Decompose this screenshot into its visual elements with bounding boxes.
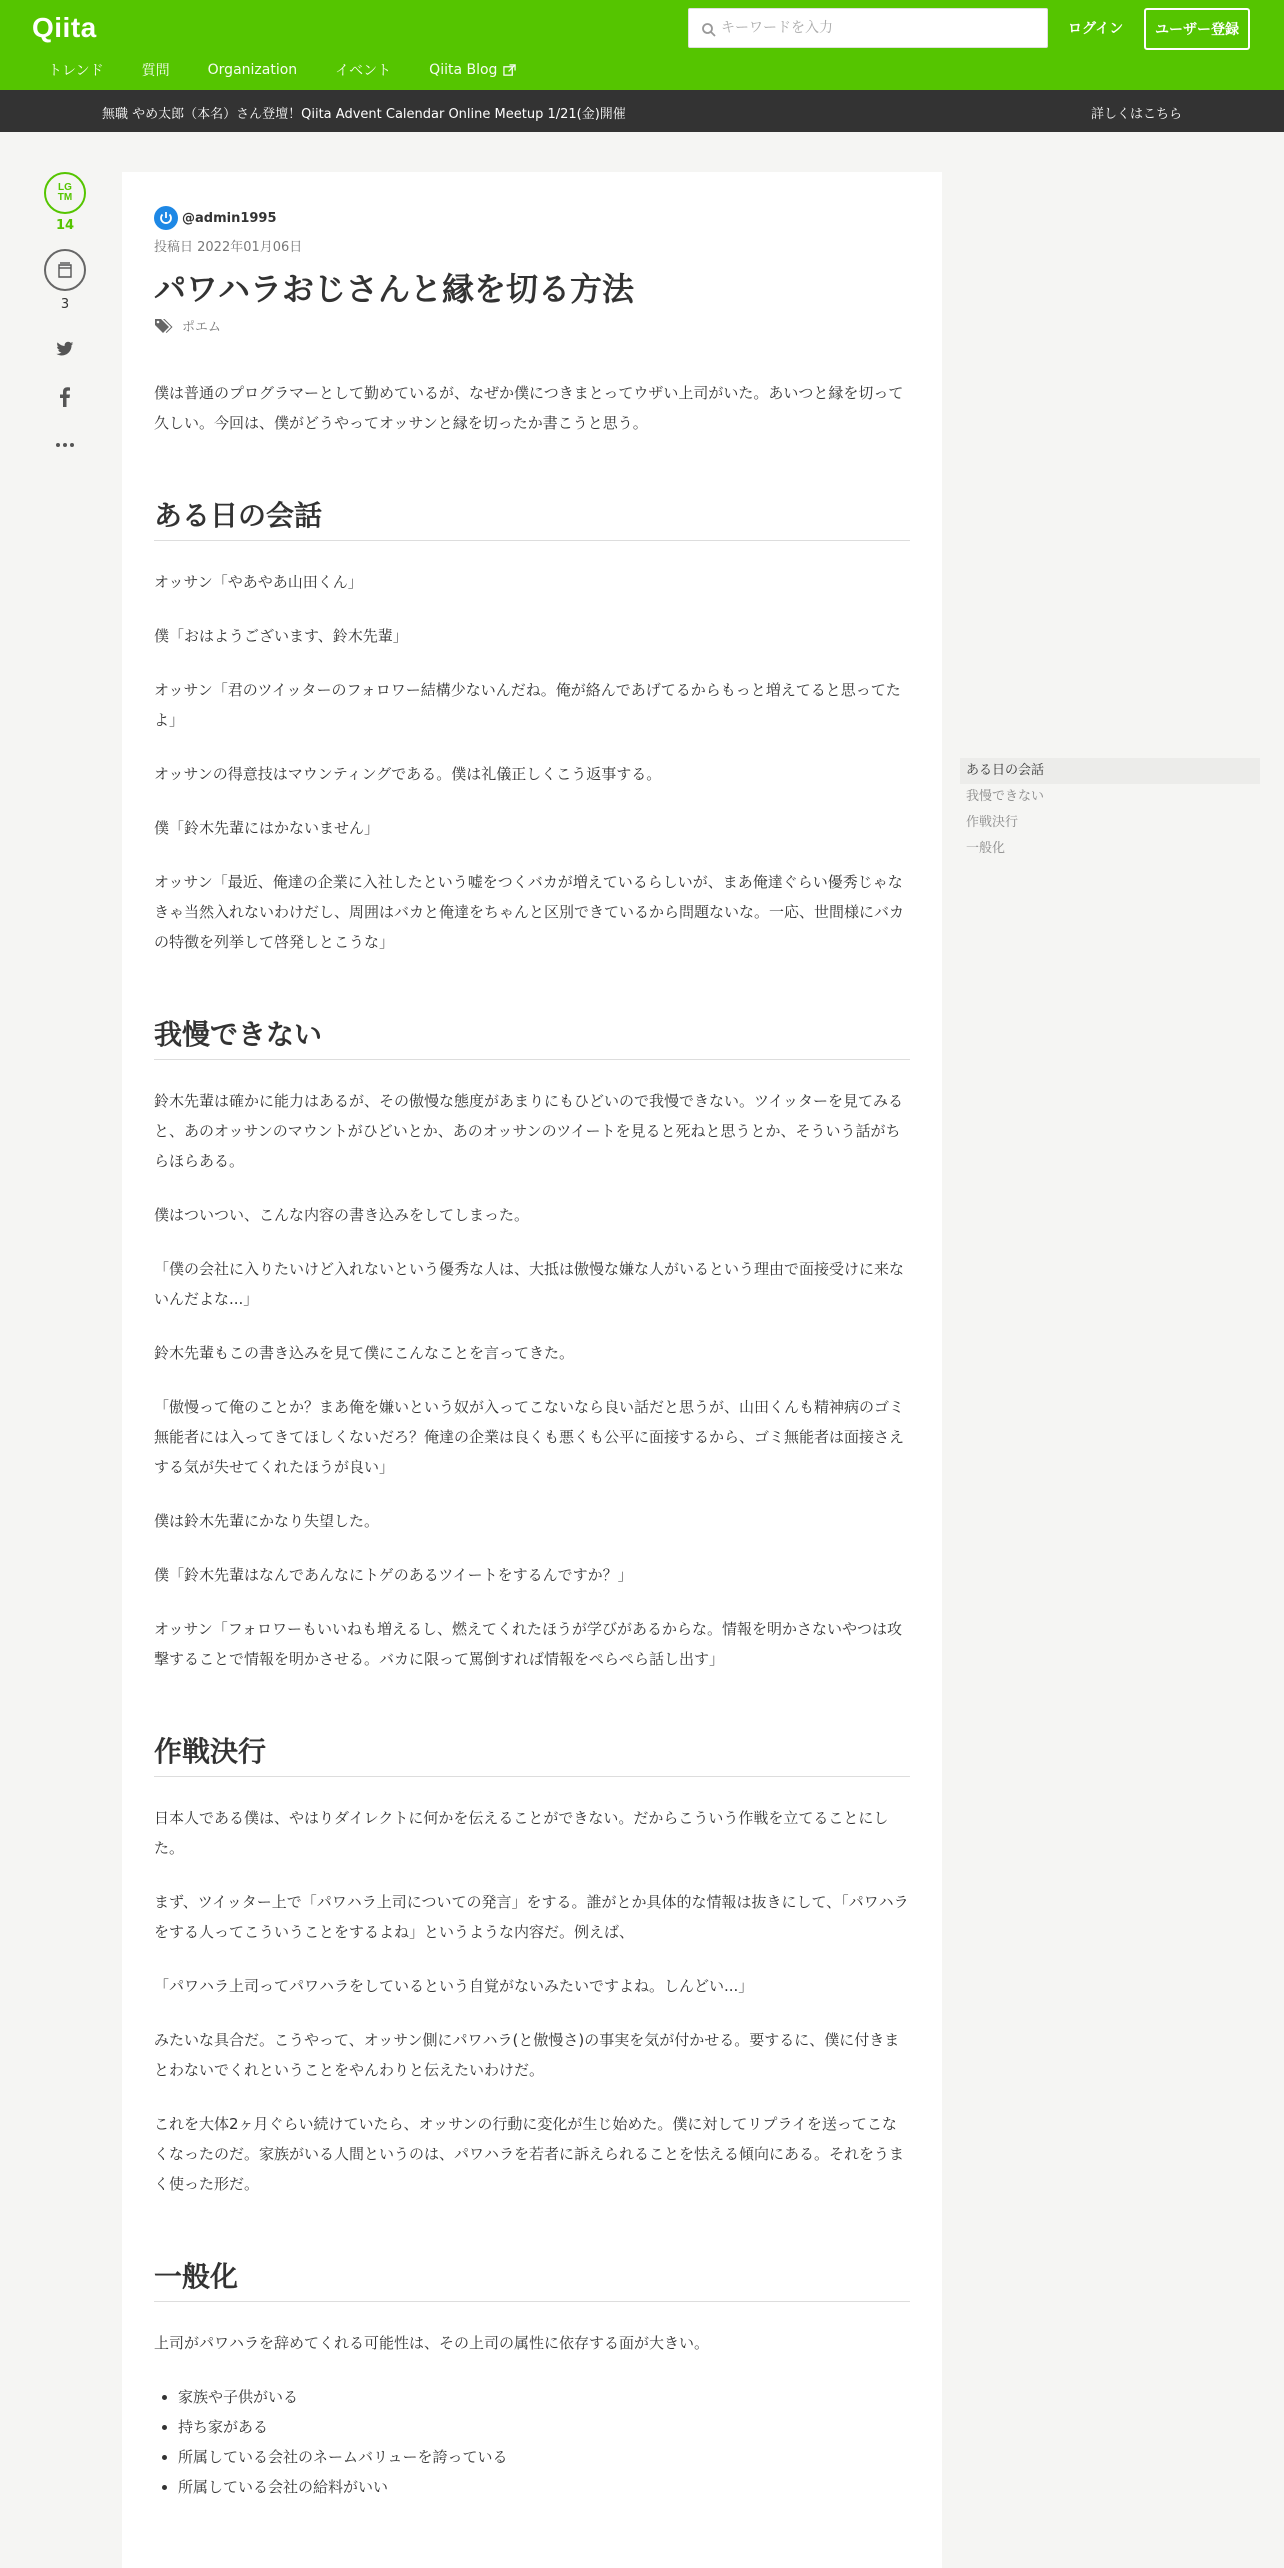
section-heading: 作戦決行 — [154, 1730, 910, 1777]
paragraph: 「パワハラ上司ってパワハラをしているという自覚がないみたいですよね。しんどい...」 — [154, 1977, 754, 1995]
facebook-share-button[interactable] — [44, 386, 86, 408]
twitter-icon — [56, 341, 74, 357]
lgtm-count: 14 — [55, 218, 75, 233]
paragraph: 僕「鈴木先輩はなんであんなにトゲのあるツイートをするんですか？」 — [154, 1566, 633, 1584]
attribute-list — [178, 2382, 910, 2502]
paragraph: 僕「鈴木先輩にはかないません」 — [154, 819, 380, 837]
paragraph: オッサン「最近、俺達の企業に入社したという嘘をつくバカが増えているらしいが、まあ俺達ぐらい優秀じゃなきゃ当然入れないわけだし、周囲はバカと俺達をちゃんと区別できているから問題ないな。一応、世間様にバカの特徴を列挙して啓発しとこうな」 — [154, 873, 905, 951]
author[interactable] — [154, 206, 277, 230]
stock-button[interactable] — [44, 249, 86, 291]
paragraph: 僕は鈴木先輩にかなり失望した。 — [154, 1512, 380, 1530]
paragraph: 日本人である僕は、やはりダイレクトに何かを伝えることができない。だからこういう作戦を立てることにした。 — [154, 1809, 889, 1857]
external-link-icon — [503, 64, 516, 77]
paragraph: オッサンの得意技はマウンティングである。僕は礼儀正しくこう返事する。 — [154, 765, 662, 783]
paragraph: 鈴木先輩は確かに能力はあるが、その傲慢な態度があまりにもひどいので我慢できない。ツイッターを見てみると、あのオッサンのマウントがひどいとか、あのオッサンのツイートを見ると死ねと思うとか、そういう話がちらほらある。 — [154, 1092, 903, 1170]
posted-date: 投稿日 2022年01月06日 — [154, 240, 303, 255]
tag-list — [154, 316, 221, 335]
nav-organization[interactable]: Organization — [207, 62, 298, 78]
more-options-button[interactable] — [44, 434, 86, 456]
login-link[interactable]: ログイン — [1068, 21, 1124, 37]
twitter-share-button[interactable] — [44, 338, 86, 360]
paragraph: 「僕の会社に入りたいけど入れないという優秀な人は、大抵は傲慢な嫌な人がいるという理由で面接受けに来ないんだよな...」 — [154, 1260, 905, 1308]
lgtm-label-top: LG — [58, 182, 72, 193]
paragraph: オッサン「やあやあ山田くん」 — [154, 573, 363, 591]
article-body — [154, 378, 910, 2526]
section-heading: 我慢できない — [154, 1013, 910, 1060]
paragraph: 僕はついつい、こんな内容の書き込みをしてしまった。 — [154, 1206, 530, 1224]
paragraph: 「傲慢って俺のことか？まあ俺を嫌いという奴が入ってこないなら良い話だと思うが、山田くんも精神病のゴミ無能者には入ってきてほしくないだろ？俺達の企業は良くも悪くも公平に面接するから、ゴミ無能者は面接さえする気が失せてくれたほうが良い」 — [154, 1398, 905, 1476]
qiita-logo[interactable]: Qiita — [32, 12, 97, 43]
paragraph: まず、ツイッター上で「パワハラ上司についての発言」をする。誰がとか具体的な情報は抜きにして、「パワハラをする人ってこういうことをするよね」というような内容だ。例えば、 — [154, 1893, 909, 1941]
toc-item[interactable]: 我慢できない — [966, 789, 1045, 804]
power-icon — [158, 210, 174, 226]
paragraph: みたいな具合だ。こうやって、オッサン側にパワハラ(と傲慢さ)の事実を気が付かせる。要するに、僕に付きまとわないでくれということをやんわりと伝えたいわけだ。 — [154, 2031, 900, 2079]
nav-events[interactable]: イベント — [335, 63, 392, 79]
announcement-link[interactable]: 詳しくはこちら — [1091, 107, 1183, 122]
toc-item[interactable]: 作戦決行 — [966, 815, 1019, 830]
signup-button[interactable]: ユーザー登録 — [1144, 8, 1250, 50]
facebook-icon — [60, 387, 70, 407]
announcement-text[interactable]: 無職 やめ太郎（本名）さん登壇！Qiita Advent Calendar Online Meetup 1/21(金)開催 — [102, 107, 626, 122]
author-username[interactable]: @admin1995 — [182, 210, 277, 226]
site-header — [0, 0, 1284, 90]
intro-paragraph: 僕は普通のプログラマーとして勤めているが、なぜか僕につきまとってウザい上司がいた。あいつと縁を切って久しい。今回は、僕がどうやってオッサンと縁を切ったか書こうと思う。 — [154, 384, 904, 432]
paragraph: 僕「おはようございます、鈴木先輩」 — [154, 627, 408, 645]
search-input[interactable] — [721, 9, 1041, 47]
search-box[interactable] — [688, 8, 1048, 48]
table-of-contents — [960, 758, 1260, 862]
paragraph: オッサン「君のツイッターのフォロワー結構少ないんだね。俺が絡んであげてるからもっと増えてると思ってたよ」 — [154, 681, 901, 729]
paragraph: 上司がパワハラを辞めてくれる可能性は、その上司の属性に依存する面が大きい。 — [154, 2334, 710, 2352]
toc-item[interactable]: ある日の会話 — [960, 758, 1260, 784]
list-item: • 所属している会社の給料がいい — [178, 2472, 910, 2502]
more-icon — [56, 443, 74, 447]
nav-questions[interactable]: 質問 — [141, 63, 170, 79]
stock-count: 3 — [60, 297, 70, 312]
section-heading: ある日の会話 — [154, 494, 910, 541]
paragraph: 鈴木先輩もこの書き込みを見て僕にこんなことを言ってきた。 — [154, 1344, 575, 1362]
tag-poem[interactable]: ポエム — [182, 320, 222, 335]
section-heading: 一般化 — [154, 2255, 910, 2302]
paragraph: これを大体2ヶ月ぐらい続けていたら、オッサンの行動に変化が生じ始めた。僕に対してリプライを送ってこなくなったのだ。家族がいる人間というのは、パワハラを若者に訴えられることを怯える傾向にある。それをうまく使った形だ。 — [154, 2115, 905, 2193]
stock-icon — [57, 261, 73, 279]
list-item: • 家族や子供がいる — [178, 2382, 910, 2412]
nav-qiita-blog[interactable]: Qiita Blog — [429, 60, 516, 80]
nav-trend[interactable]: トレンド — [48, 63, 104, 79]
avatar[interactable] — [154, 206, 178, 230]
toc-item[interactable]: 一般化 — [966, 841, 1006, 856]
lgtm-label-bottom: TM — [57, 192, 73, 203]
article-title: パワハラおじさんと縁を切る方法 — [154, 270, 635, 308]
article-actions — [44, 172, 88, 456]
list-item: • 持ち家がある — [178, 2412, 910, 2442]
list-item: • 所属している会社のネームバリューを誇っている — [178, 2442, 910, 2472]
main-nav — [48, 60, 554, 80]
tags-icon — [154, 318, 174, 334]
search-icon — [701, 22, 717, 38]
article-card — [122, 172, 942, 2568]
announcement-bar — [0, 90, 1284, 132]
paragraph: オッサン「フォロワーもいいねも増えるし、燃えてくれたほうが学びがあるからな。情報を明かさないやつは攻撃することで情報を明かさせる。バカに限って罵倒すれば情報をぺらぺら話し出す」 — [154, 1620, 903, 1668]
lgtm-button[interactable] — [44, 172, 86, 214]
